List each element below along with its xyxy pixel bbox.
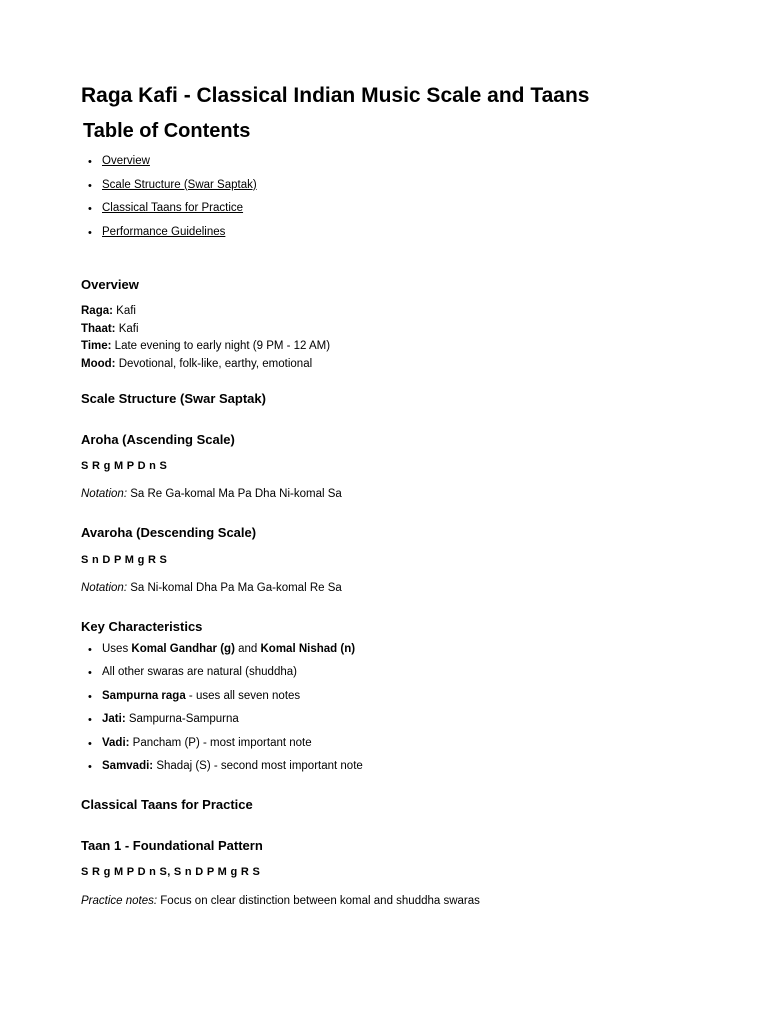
avaroha-heading: Avaroha (Descending Scale) <box>81 525 257 540</box>
thaat-row <box>81 321 330 339</box>
raga-row <box>81 303 330 321</box>
overview-details <box>81 303 330 373</box>
toc-link-scale-structure[interactable]: Scale Structure (Swar Saptak) <box>102 178 257 191</box>
avaroha-swaras: S n D P M g R S <box>81 554 168 566</box>
komal-nishad-text: Komal Nishad (n) <box>260 643 356 655</box>
komal-gandhar-text: Komal Gandhar (g) <box>131 643 235 655</box>
scale-structure-heading: Scale Structure (Swar Saptak) <box>81 391 266 406</box>
toc-heading: Table of Contents <box>83 120 251 142</box>
raga-label: Raga: <box>81 305 113 317</box>
toc-link-performance-guidelines[interactable]: Performance Guidelines <box>102 225 226 238</box>
overview-heading: Overview <box>81 277 139 292</box>
avaroha-notation-label: Notation: <box>81 582 128 594</box>
list-item: • Samvadi: Shadaj (S) - second most important note <box>81 760 363 783</box>
key-characteristics-list <box>81 643 363 783</box>
toc-link-classical-taans[interactable]: Classical Taans for Practice <box>102 202 244 214</box>
avaroha-notation-value: Sa Ni-komal Dha Pa Ma Ga-komal Re Sa <box>130 582 342 594</box>
aroha-notation-value: Sa Re Ga-komal Ma Pa Dha Ni-komal Sa <box>130 488 342 500</box>
list-item: • Sampurna raga - uses all seven notes <box>81 690 363 713</box>
mood-label: Mood: <box>81 357 116 370</box>
key-characteristics-heading: Key Characteristics <box>81 619 203 634</box>
aroha-notation-label: Notation: <box>81 488 128 500</box>
avaroha-notation <box>81 582 342 594</box>
toc-list <box>81 155 257 249</box>
list-item: • Uses Komal Gandhar (g) and Komal Nishad (n) <box>81 643 363 666</box>
toc-item-scale-structure <box>81 179 257 203</box>
thaat-value: Kafi <box>118 322 139 335</box>
list-item: • Jati: Sampurna-Sampurna <box>81 713 363 736</box>
toc-item-classical-taans <box>81 202 257 226</box>
time-row <box>81 338 330 356</box>
time-value: Late evening to early night (9 PM - 12 AM) <box>114 340 331 352</box>
practice-notes-value: Focus on clear distinction between komal and shuddha swaras <box>160 895 480 907</box>
mood-value: Devotional, folk-like, earthy, emotional <box>118 357 313 370</box>
toc-item-overview <box>81 155 257 179</box>
taan1-swaras: S R g M P D n S, S n D P M g R S <box>81 866 261 878</box>
toc-item-performance-guidelines <box>81 226 257 250</box>
toc-link-overview[interactable]: Overview <box>102 155 150 167</box>
list-item: • All other swaras are natural (shuddha) <box>81 666 363 689</box>
taan1-heading: Taan 1 - Foundational Pattern <box>81 838 263 853</box>
aroha-swaras: S R g M P D n S <box>81 460 168 472</box>
aroha-notation <box>81 488 342 500</box>
list-item: • Vadi: Pancham (P) - most important note <box>81 737 363 760</box>
practice-notes-label: Practice notes: <box>81 895 158 907</box>
thaat-label: Thaat: <box>81 322 116 335</box>
mood-row <box>81 356 330 374</box>
raga-value: Kafi <box>116 305 136 317</box>
classical-taans-heading: Classical Taans for Practice <box>81 797 253 812</box>
aroha-heading: Aroha (Ascending Scale) <box>81 432 235 447</box>
time-label: Time: <box>81 340 112 352</box>
page-title: Raga Kafi - Classical Indian Music Scale and Taans <box>81 84 590 107</box>
taan1-practice-notes <box>81 895 480 907</box>
